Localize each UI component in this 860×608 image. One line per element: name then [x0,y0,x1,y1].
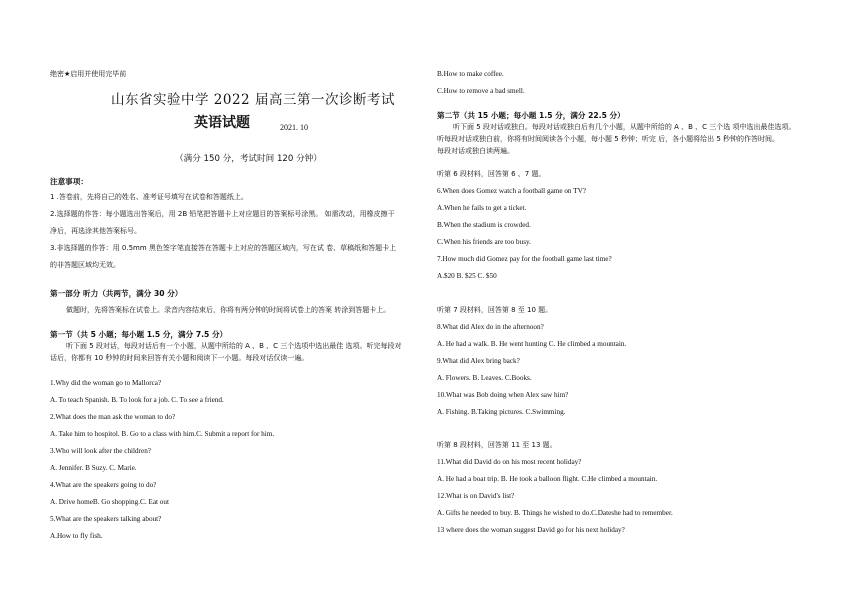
answer-options: C.When his friends are too busy. [437,238,531,246]
section2-intro-line: 听下面 5 段对话或独白。每段对话或独白后有几个小题，从题中所给的 A 、B 、C 三个选 项中选出最佳选项。 [453,123,796,131]
passage-instruction: 听第 8 段材料，回答第 11 至 13 题。 [437,441,557,449]
notes-heading: 注意事项： [50,177,88,186]
question-text: 2.What does the man ask the woman to do? [50,413,176,421]
answer-options: A. He had a walk. B. He went hunting C. He climbed a mountain. [437,340,627,348]
answer-options: A. To teach Spanish. B. To look for a job. C. To see a friend. [50,396,224,404]
question-text: 7.How much did Gomez pay for the football game last time? [437,255,612,263]
note-line: 净后，再选涂其他答案标号。 [50,227,141,235]
section1-intro-line: 话后，你都有 10 秒钟的时间来回答有关小题和阅读下一小题。每段对话仅读一遍。 [50,354,309,362]
note-line: 3.非选择题的作答：用 0.5mm 黑色签字笔直接答在答题卡上对应的答题区域内，写在试 卷、草稿纸和答题卡上 [50,244,397,252]
section1-heading: 第一节（共 5 小题；每小题 1.5 分，满分 7.5 分） [50,330,228,339]
question-text: 11.What did David do on his most recent holiday? [437,458,582,466]
passage-instruction: 听第 7 段材料，回答第 8 至 10 题。 [437,306,553,314]
part1-intro: 做题时，先将答案标在试卷上。录音内容结束后，你将有两分钟的时间将试卷上的答案 转涂到答题卡上。 [66,306,391,314]
confidential-label: 绝密★启用并使用完毕前 [50,70,127,78]
part1-heading: 第一部分 听力（共两节，满分 30 分） [50,289,183,298]
question-text: 10.What was Bob doing when Alex saw him? [437,391,569,399]
answer-options: A.When he fails to get a ticket. [437,204,527,212]
answer-options: A. Jennifer. B Suzy. C. Marie. [50,464,137,472]
subject-title: 英语试题 [194,115,250,131]
section1-intro-line: 听下面 5 段对话，每段对话后有一个小题，从题中所给的 A 、B 、C 三个选项中选出最佳 选项。听完每段对 [66,342,402,350]
question-text: 6.When does Gomez watch a football game on TV? [437,187,586,195]
answer-options: A. Flowers. B. Leaves. C.Books. [437,374,532,382]
answer-options: B.When the stadium is crowded. [437,221,531,229]
passage-instruction: 听第 6 段材料，回答第 6 、7 题。 [437,170,546,178]
answer-options: A. Fishing. B.Taking pictures. C.Swimming. [437,408,566,416]
question-text: 1.Why did the woman go to Mallorca? [50,379,162,387]
question-text: 5.What are the speakers talking about? [50,515,162,523]
answer-options: A. Drive homeB. Go shopping.C. Eat out [50,498,169,506]
note-line: 1 .答卷前，先将自己的姓名、准考证号填写在试卷和答题纸上。 [50,193,248,201]
exam-date: 2021. 10 [280,123,308,132]
answer-options: A. Take him to hospitol. B. Go to a class with him.C. Submit a report for him. [50,430,275,438]
answer-options: A. He had a boat trip. B. He took a balloon flight. C.He climbed a mountain. [437,475,658,483]
answer-options: A.How to fly fish. [50,532,103,540]
section2-intro-line: 每段对话或独白读两遍。 [437,147,514,155]
answer-options: B.How to make coffee. [437,70,504,78]
note-line: 2.选择题的作答：每小题选出答案后，用 2B 铅笔把答题卡上对应题目的答案标号涂黑。 如需改动，用橡皮擦干 [50,210,395,218]
school-title: 山东省实验中学 2022 届高三第一次诊断考试 [111,92,395,108]
answer-options: A.$20 B. $25 C. $50 [437,272,497,280]
answer-options: A. Gifts he needed to buy. B. Things he wished to do.C.Dateshe had to remember. [437,509,673,517]
section2-intro-line: 听每段对话或独白前，你将有时间阅读各个小题，每小题 5 秒钟；听完 后，各小题将给出 5 秒钟的作答时间。 [437,135,780,143]
answer-options: C.How to remove a bad smell. [437,87,525,95]
score-info: （满分 150 分，考试时间 120 分钟） [175,154,322,164]
note-line: 的非答题区域均无效。 [50,261,120,269]
question-text: 12.What is on David's list? [437,492,515,500]
question-text: 3.Who will look after the children? [50,447,151,455]
section2-heading: 第二节（共 15 小题；每小题 1.5 分，满分 22.5 分） [437,111,625,120]
question-text: 8.What did Alex do in the afternoon? [437,323,544,331]
question-text: 13 where does the woman suggest David go for his next holiday? [437,526,625,534]
question-text: 9.What did Alex bring back? [437,357,520,365]
question-text: 4.What are the speakers going to do? [50,481,157,489]
